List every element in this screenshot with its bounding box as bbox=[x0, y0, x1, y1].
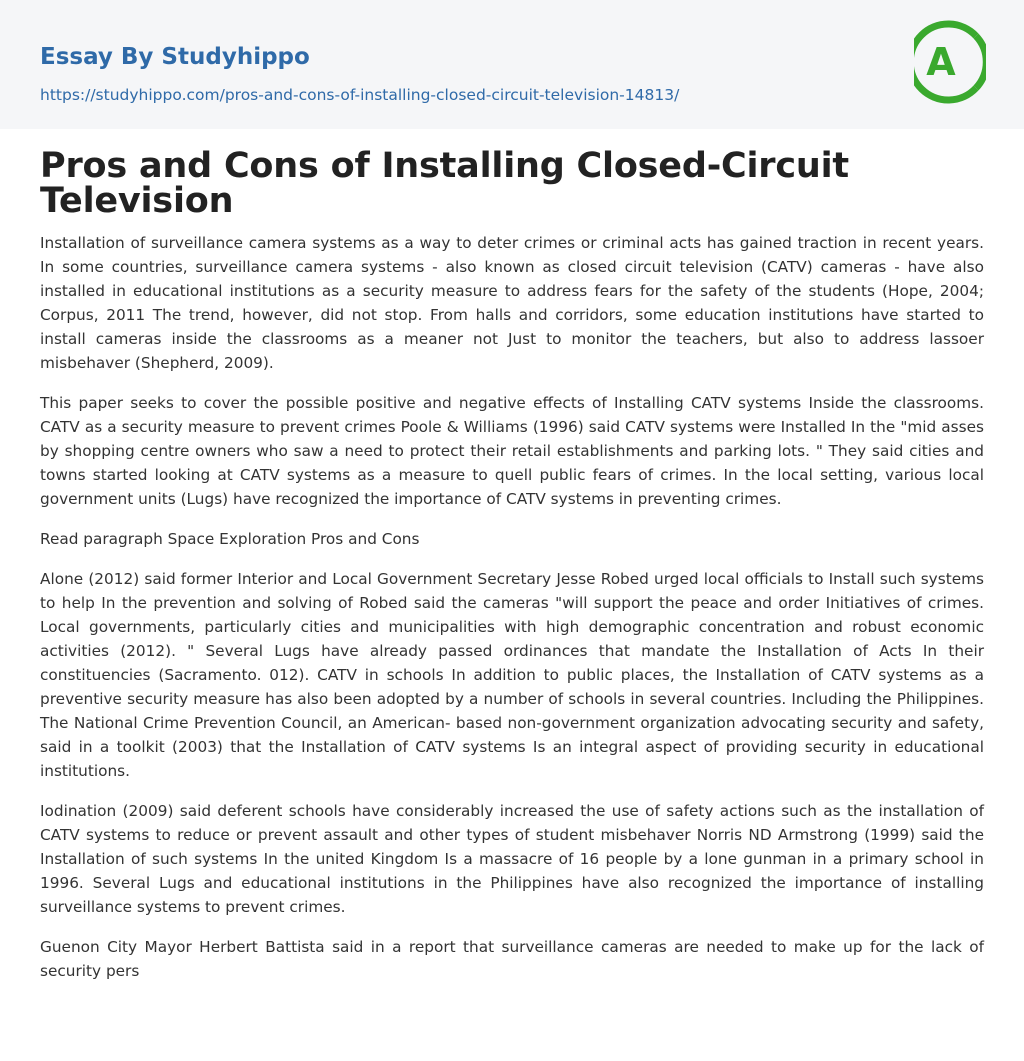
source-url-link[interactable]: https://studyhippo.com/pros-and-cons-of-installing-closed-circuit-television-14813/ bbox=[40, 86, 680, 104]
paragraph-2: This paper seeks to cover the possible positive and negative effects of Installing CATV systems Inside the classrooms. CATV as a security measure to prevent crimes Poole & Williams (1996) said CATV systems were Installed In the "mid asses by shopping centre owners who saw a need to protect their retail establishments and parking lots. " They said cities and towns started looking at CATV systems as a measure to quell public fears of crimes. In the local setting, various local government units (Lugs) have recognized the importance of CATV systems in preventing crimes. bbox=[40, 394, 984, 508]
page-title: Pros and Cons of Installing Closed-Circuit Television bbox=[40, 146, 849, 221]
site-header bbox=[0, 0, 1024, 129]
paragraph-5: Guenon City Mayor Herbert Battista said in a report that surveillance cameras are needed to make up for the lack of security pers bbox=[40, 938, 984, 980]
studyhippo-logo-icon[interactable] bbox=[914, 18, 986, 106]
paragraph-4: Iodination (2009) said deferent schools have considerably increased the use of safety actions such as the installation of CATV systems to reduce or prevent assault and other types of student misbehaver Norris ND Armstrong (1999) said the Installation of such systems In the united Kingdom Is a massacre of 16 people by a lone gunman in a primary school in 1996. Several Lugs and educational institutions in the Philippines have also recognized the importance of installing surveillance systems to prevent crimes. bbox=[40, 802, 984, 916]
read-also-paragraph: Read paragraph Space Exploration Pros and Cons bbox=[40, 530, 420, 548]
article-body bbox=[0, 146, 1024, 983]
brand-title[interactable]: Essay By Studyhippo bbox=[40, 44, 310, 70]
paragraph-1: Installation of surveillance camera systems as a way to deter crimes or criminal acts has gained traction in recent years. In some countries, surveillance camera systems - also known as closed circuit television (CATV) cameras - have also installed in educational institutions as a security measure to address fears for the safety of the students (Hope, 2004; Corpus, 2011 The trend, however, did not stop. From halls and corridors, some education institutions have started to install cameras inside the classrooms as a meaner not Just to monitor the teachers, but also to address lassoer misbehaver (Shepherd, 2009). bbox=[40, 234, 984, 372]
paragraph-3: Alone (2012) said former Interior and Local Government Secretary Jesse Robed urged local officials to Install such systems to help In the prevention and solving of Robed said the cameras "will support the peace and order Initiatives of crimes. Local governments, particularly cities and municipalities with high demographic concentration and robust economic activities (2012). " Several Lugs have already passed ordinances that mandate the Installation of Acts In their constituencies (Sacramento. 012). CATV in schools In addition to public places, the Installation of CATV systems as a preventive security measure has also been adopted by a number of schools in several countries. Including the Philippines. The National Crime Prevention Council, an American- based non-government organization advocating security and safety, said in a toolkit (2003) that the Installation of CATV systems Is an integral aspect of providing security in educational institutions. bbox=[40, 570, 984, 780]
logo-letter: A bbox=[926, 40, 956, 84]
